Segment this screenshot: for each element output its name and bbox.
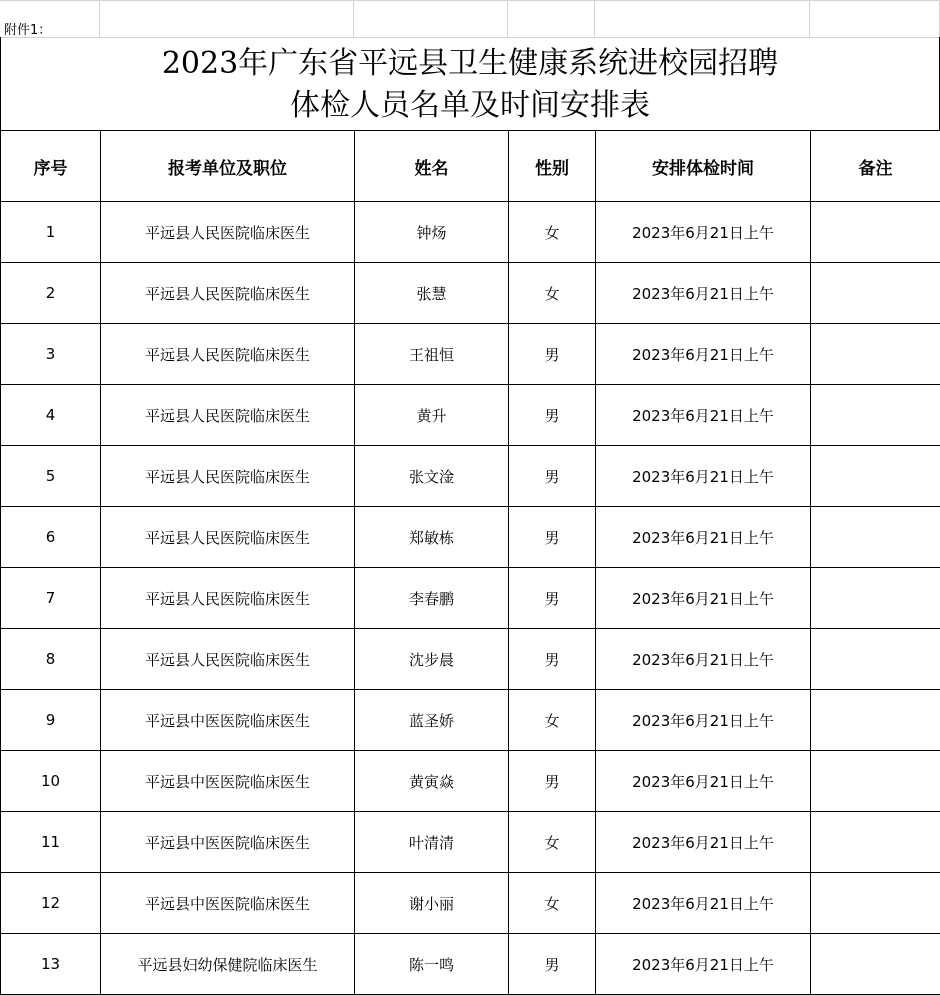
- row-name-cell[interactable]: 张慧: [355, 263, 509, 324]
- row-time-cell[interactable]: 2023年6月21日上午: [596, 202, 811, 263]
- exam-schedule-table: [0, 130, 940, 995]
- page-title-line2: 体检人员名单及时间安排表: [290, 88, 650, 123]
- row-note-cell[interactable]: [811, 568, 940, 629]
- row-name-cell[interactable]: 谢小丽: [355, 873, 509, 934]
- table-row: [1, 568, 940, 629]
- row-unit-cell[interactable]: 平远县人民医院临床医生: [101, 446, 355, 507]
- row-name-cell[interactable]: 黄寅焱: [355, 751, 509, 812]
- row-name-cell[interactable]: 叶清清: [355, 812, 509, 873]
- header-time[interactable]: 安排体检时间: [596, 131, 811, 202]
- row-time-cell[interactable]: 2023年6月21日上午: [596, 934, 811, 995]
- table-row: [1, 324, 940, 385]
- row-gender-cell[interactable]: 男: [509, 629, 596, 690]
- row-unit-cell[interactable]: 平远县中医医院临床医生: [101, 812, 355, 873]
- table-row: [1, 263, 940, 324]
- row-name-cell[interactable]: 陈一鸣: [355, 934, 509, 995]
- row-unit-cell[interactable]: 平远县妇幼保健院临床医生: [101, 934, 355, 995]
- row-note-cell[interactable]: [811, 751, 940, 812]
- table-row: [1, 507, 940, 568]
- row-unit-cell[interactable]: 平远县人民医院临床医生: [101, 629, 355, 690]
- row-unit-cell[interactable]: 平远县人民医院临床医生: [101, 324, 355, 385]
- row-note-cell[interactable]: [811, 263, 940, 324]
- row-gender-cell[interactable]: 男: [509, 385, 596, 446]
- row-unit-cell[interactable]: 平远县人民医院临床医生: [101, 568, 355, 629]
- row-note-cell[interactable]: [811, 385, 940, 446]
- header-name[interactable]: 姓名: [355, 131, 509, 202]
- row-time-cell[interactable]: 2023年6月21日上午: [596, 629, 811, 690]
- row-time-cell[interactable]: 2023年6月21日上午: [596, 812, 811, 873]
- row-no-cell[interactable]: 2: [1, 263, 101, 324]
- row-note-cell[interactable]: [811, 629, 940, 690]
- row-no-cell[interactable]: 4: [1, 385, 101, 446]
- row-name-cell[interactable]: 王祖恒: [355, 324, 509, 385]
- header-unit[interactable]: 报考单位及职位: [101, 131, 355, 202]
- table-row: [1, 751, 940, 812]
- row-time-cell[interactable]: 2023年6月21日上午: [596, 507, 811, 568]
- row-no-cell[interactable]: 5: [1, 446, 101, 507]
- table-row: [1, 385, 940, 446]
- table-row: [1, 446, 940, 507]
- row-no-cell[interactable]: 9: [1, 690, 101, 751]
- table-row: [1, 690, 940, 751]
- row-no-cell[interactable]: 7: [1, 568, 101, 629]
- table-row: [1, 873, 940, 934]
- row-gender-cell[interactable]: 女: [509, 690, 596, 751]
- row-time-cell[interactable]: 2023年6月21日上午: [596, 873, 811, 934]
- row-gender-cell[interactable]: 男: [509, 568, 596, 629]
- row-no-cell[interactable]: 13: [1, 934, 101, 995]
- table-row: [1, 629, 940, 690]
- row-unit-cell[interactable]: 平远县人民医院临床医生: [101, 385, 355, 446]
- row-name-cell[interactable]: 蓝圣娇: [355, 690, 509, 751]
- row-time-cell[interactable]: 2023年6月21日上午: [596, 385, 811, 446]
- row-note-cell[interactable]: [811, 507, 940, 568]
- row-time-cell[interactable]: 2023年6月21日上午: [596, 324, 811, 385]
- row-name-cell[interactable]: 郑敏栋: [355, 507, 509, 568]
- row-note-cell[interactable]: [811, 324, 940, 385]
- row-time-cell[interactable]: 2023年6月21日上午: [596, 751, 811, 812]
- row-unit-cell[interactable]: 平远县中医医院临床医生: [101, 751, 355, 812]
- row-name-cell[interactable]: 李春鹏: [355, 568, 509, 629]
- row-time-cell[interactable]: 2023年6月21日上午: [596, 568, 811, 629]
- row-no-cell[interactable]: 3: [1, 324, 101, 385]
- header-gender[interactable]: 性别: [509, 131, 596, 202]
- header-no[interactable]: 序号: [1, 131, 101, 202]
- row-no-cell[interactable]: 6: [1, 507, 101, 568]
- row-gender-cell[interactable]: 男: [509, 934, 596, 995]
- row-unit-cell[interactable]: 平远县中医医院临床医生: [101, 873, 355, 934]
- table-row: [1, 934, 940, 995]
- row-note-cell[interactable]: [811, 202, 940, 263]
- row-name-cell[interactable]: 张文淦: [355, 446, 509, 507]
- table-row: [1, 812, 940, 873]
- row-gender-cell[interactable]: 男: [509, 507, 596, 568]
- attachment-label: 附件1：: [4, 23, 52, 38]
- row-no-cell[interactable]: 11: [1, 812, 101, 873]
- row-no-cell[interactable]: 12: [1, 873, 101, 934]
- row-no-cell[interactable]: 1: [1, 202, 101, 263]
- table-header-row: [1, 131, 940, 202]
- row-gender-cell[interactable]: 女: [509, 873, 596, 934]
- row-note-cell[interactable]: [811, 446, 940, 507]
- row-unit-cell[interactable]: 平远县中医医院临床医生: [101, 690, 355, 751]
- row-no-cell[interactable]: 8: [1, 629, 101, 690]
- row-unit-cell[interactable]: 平远县人民医院临床医生: [101, 202, 355, 263]
- row-gender-cell[interactable]: 女: [509, 263, 596, 324]
- row-note-cell[interactable]: [811, 873, 940, 934]
- row-time-cell[interactable]: 2023年6月21日上午: [596, 446, 811, 507]
- row-note-cell[interactable]: [811, 934, 940, 995]
- table-row: [1, 202, 940, 263]
- row-time-cell[interactable]: 2023年6月21日上午: [596, 690, 811, 751]
- row-note-cell[interactable]: [811, 812, 940, 873]
- row-unit-cell[interactable]: 平远县人民医院临床医生: [101, 263, 355, 324]
- row-gender-cell[interactable]: 男: [509, 446, 596, 507]
- row-gender-cell[interactable]: 女: [509, 812, 596, 873]
- row-note-cell[interactable]: [811, 690, 940, 751]
- row-gender-cell[interactable]: 男: [509, 324, 596, 385]
- header-note[interactable]: 备注: [811, 131, 940, 202]
- row-name-cell[interactable]: 钟炀: [355, 202, 509, 263]
- row-gender-cell[interactable]: 男: [509, 751, 596, 812]
- row-gender-cell[interactable]: 女: [509, 202, 596, 263]
- row-no-cell[interactable]: 10: [1, 751, 101, 812]
- row-time-cell[interactable]: 2023年6月21日上午: [596, 263, 811, 324]
- row-name-cell[interactable]: 沈步晨: [355, 629, 509, 690]
- page-title-line1: 2023年广东省平远县卫生健康系统进校园招聘: [161, 46, 779, 81]
- row-unit-cell[interactable]: 平远县人民医院临床医生: [101, 507, 355, 568]
- row-name-cell[interactable]: 黄升: [355, 385, 509, 446]
